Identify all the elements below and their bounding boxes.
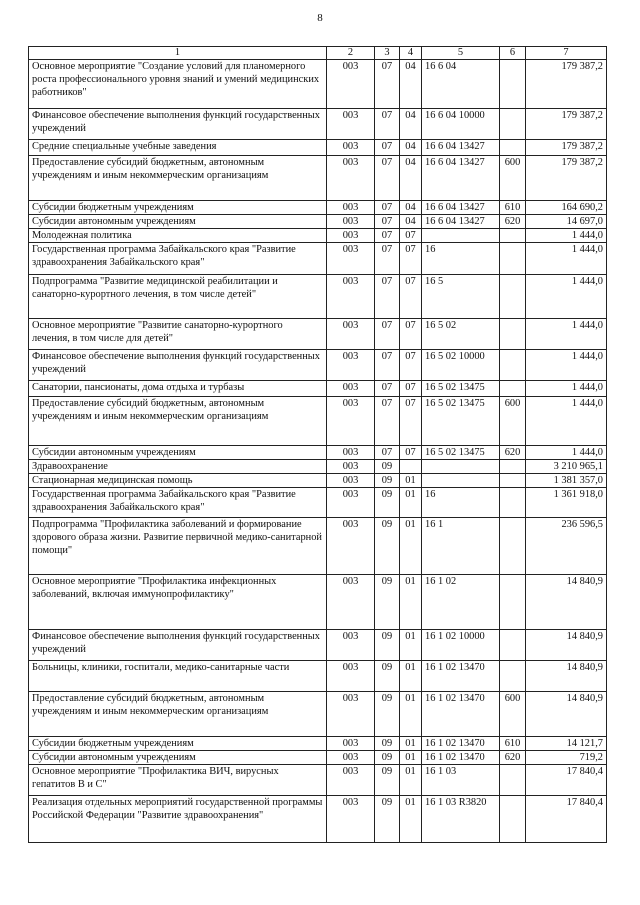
row-name-cell: Финансовое обеспечение выполнения функций государственных учреждений — [29, 350, 327, 381]
expense-type-cell — [500, 140, 526, 156]
amount-cell: 14 840,9 — [526, 575, 607, 630]
column-header: 3 — [375, 47, 400, 60]
column-header: 4 — [400, 47, 422, 60]
row-name-cell: Субсидии автономным учреждениям — [29, 446, 327, 460]
subsection-code-cell: 04 — [400, 140, 422, 156]
target-article-cell: 16 6 04 10000 — [422, 109, 500, 140]
row-name-cell: Основное мероприятие "Создание условий для планомерного роста профессионального уровня знаний и умений медицинских работников" — [29, 60, 327, 109]
column-header: 7 — [526, 47, 607, 60]
code-grbs-cell: 003 — [327, 737, 375, 751]
row-name-cell: Предоставление субсидий бюджетным, автономным учреждениям и иным некоммерческим организациям — [29, 692, 327, 737]
code-grbs-cell: 003 — [327, 381, 375, 397]
expense-type-cell — [500, 518, 526, 575]
table-row — [29, 575, 607, 630]
amount-cell: 14 840,9 — [526, 630, 607, 661]
table-row — [29, 229, 607, 243]
expense-type-cell: 620 — [500, 446, 526, 460]
section-code-cell: 09 — [375, 765, 400, 796]
code-grbs-cell: 003 — [327, 518, 375, 575]
table-row — [29, 319, 607, 350]
code-grbs-cell: 003 — [327, 156, 375, 201]
amount-cell: 1 444,0 — [526, 446, 607, 460]
subsection-code-cell: 01 — [400, 518, 422, 575]
row-name-cell: Молодежная политика — [29, 229, 327, 243]
column-header: 6 — [500, 47, 526, 60]
expense-type-cell: 600 — [500, 692, 526, 737]
table-row — [29, 350, 607, 381]
table-row — [29, 460, 607, 474]
target-article-cell: 16 6 04 13427 — [422, 215, 500, 229]
target-article-cell: 16 — [422, 488, 500, 518]
amount-cell: 14 697,0 — [526, 215, 607, 229]
table-row — [29, 796, 607, 843]
row-name-cell: Предоставление субсидий бюджетным, автономным учреждениям и иным некоммерческим организациям — [29, 156, 327, 201]
section-code-cell: 09 — [375, 692, 400, 737]
target-article-cell — [422, 460, 500, 474]
subsection-code-cell: 01 — [400, 692, 422, 737]
subsection-code-cell: 01 — [400, 488, 422, 518]
section-code-cell: 07 — [375, 215, 400, 229]
code-grbs-cell: 003 — [327, 243, 375, 275]
table-row — [29, 243, 607, 275]
row-name-cell: Реализация отдельных мероприятий государственной программы Российской Федерации "Развитие здравоохранения" — [29, 796, 327, 843]
table-row — [29, 692, 607, 737]
amount-cell: 1 444,0 — [526, 319, 607, 350]
section-code-cell: 07 — [375, 201, 400, 215]
row-name-cell: Больницы, клиники, госпитали, медико-санитарные части — [29, 661, 327, 692]
row-name-cell: Финансовое обеспечение выполнения функций государственных учреждений — [29, 630, 327, 661]
subsection-code-cell: 01 — [400, 737, 422, 751]
target-article-cell: 16 1 03 — [422, 765, 500, 796]
row-name-cell: Подпрограмма "Развитие медицинской реабилитации и санаторно-курортного лечения, в том числе детей" — [29, 275, 327, 319]
section-code-cell: 07 — [375, 350, 400, 381]
amount-cell: 14 840,9 — [526, 692, 607, 737]
subsection-code-cell: 01 — [400, 661, 422, 692]
target-article-cell: 16 6 04 — [422, 60, 500, 109]
subsection-code-cell: 07 — [400, 243, 422, 275]
page-number: 8 — [317, 12, 323, 24]
amount-cell: 1 444,0 — [526, 243, 607, 275]
table-row — [29, 446, 607, 460]
target-article-cell: 16 5 — [422, 275, 500, 319]
target-article-cell: 16 5 02 13475 — [422, 397, 500, 446]
target-article-cell: 16 6 04 13427 — [422, 201, 500, 215]
subsection-code-cell — [400, 460, 422, 474]
code-grbs-cell: 003 — [327, 446, 375, 460]
code-grbs-cell: 003 — [327, 765, 375, 796]
code-grbs-cell: 003 — [327, 201, 375, 215]
target-article-cell: 16 1 02 13470 — [422, 692, 500, 737]
row-name-cell: Стационарная медицинская помощь — [29, 474, 327, 488]
table-row — [29, 156, 607, 201]
table-row — [29, 630, 607, 661]
section-code-cell: 07 — [375, 319, 400, 350]
target-article-cell: 16 1 03 R3820 — [422, 796, 500, 843]
expense-type-cell: 610 — [500, 737, 526, 751]
section-code-cell: 07 — [375, 60, 400, 109]
section-code-cell: 07 — [375, 156, 400, 201]
row-name-cell: Государственная программа Забайкальского края "Развитие здравоохранения Забайкальского края" — [29, 243, 327, 275]
code-grbs-cell: 003 — [327, 350, 375, 381]
amount-cell: 179 387,2 — [526, 60, 607, 109]
table-row — [29, 215, 607, 229]
section-code-cell: 09 — [375, 630, 400, 661]
table-row — [29, 109, 607, 140]
code-grbs-cell: 003 — [327, 474, 375, 488]
subsection-code-cell: 07 — [400, 350, 422, 381]
amount-cell: 1 381 357,0 — [526, 474, 607, 488]
amount-cell: 1 361 918,0 — [526, 488, 607, 518]
section-code-cell: 07 — [375, 275, 400, 319]
row-name-cell: Субсидии автономным учреждениям — [29, 215, 327, 229]
expense-type-cell — [500, 350, 526, 381]
budget-table — [28, 46, 607, 843]
code-grbs-cell: 003 — [327, 661, 375, 692]
target-article-cell: 16 1 02 13470 — [422, 661, 500, 692]
expense-type-cell — [500, 488, 526, 518]
code-grbs-cell: 003 — [327, 140, 375, 156]
section-code-cell: 09 — [375, 796, 400, 843]
subsection-code-cell: 07 — [400, 319, 422, 350]
target-article-cell: 16 5 02 13475 — [422, 446, 500, 460]
subsection-code-cell: 07 — [400, 229, 422, 243]
expense-type-cell — [500, 109, 526, 140]
row-name-cell: Финансовое обеспечение выполнения функций государственных учреждений — [29, 109, 327, 140]
table-header-row — [29, 47, 607, 60]
subsection-code-cell: 04 — [400, 201, 422, 215]
table-row — [29, 140, 607, 156]
row-name-cell: Средние специальные учебные заведения — [29, 140, 327, 156]
expense-type-cell: 610 — [500, 201, 526, 215]
section-code-cell: 07 — [375, 446, 400, 460]
target-article-cell — [422, 474, 500, 488]
table-row — [29, 737, 607, 751]
target-article-cell: 16 5 02 10000 — [422, 350, 500, 381]
code-grbs-cell: 003 — [327, 751, 375, 765]
section-code-cell: 07 — [375, 140, 400, 156]
code-grbs-cell: 003 — [327, 796, 375, 843]
subsection-code-cell: 07 — [400, 446, 422, 460]
target-article-cell: 16 1 — [422, 518, 500, 575]
code-grbs-cell: 003 — [327, 109, 375, 140]
table-row — [29, 661, 607, 692]
section-code-cell: 09 — [375, 518, 400, 575]
subsection-code-cell: 01 — [400, 630, 422, 661]
code-grbs-cell: 003 — [327, 275, 375, 319]
subsection-code-cell: 04 — [400, 215, 422, 229]
amount-cell: 14 840,9 — [526, 661, 607, 692]
table-row — [29, 765, 607, 796]
code-grbs-cell: 003 — [327, 630, 375, 661]
code-grbs-cell: 003 — [327, 229, 375, 243]
expense-type-cell — [500, 796, 526, 843]
expense-type-cell: 600 — [500, 156, 526, 201]
row-name-cell: Здравоохранение — [29, 460, 327, 474]
column-header: 2 — [327, 47, 375, 60]
section-code-cell: 09 — [375, 460, 400, 474]
amount-cell: 17 840,4 — [526, 796, 607, 843]
amount-cell: 3 210 965,1 — [526, 460, 607, 474]
table-row — [29, 474, 607, 488]
table-row — [29, 751, 607, 765]
column-header: 5 — [422, 47, 500, 60]
row-name-cell: Субсидии бюджетным учреждениям — [29, 737, 327, 751]
subsection-code-cell: 01 — [400, 575, 422, 630]
subsection-code-cell: 01 — [400, 474, 422, 488]
expense-type-cell — [500, 460, 526, 474]
code-grbs-cell: 003 — [327, 460, 375, 474]
target-article-cell: 16 — [422, 243, 500, 275]
expense-type-cell — [500, 381, 526, 397]
row-name-cell: Государственная программа Забайкальского края "Развитие здравоохранения Забайкальского края" — [29, 488, 327, 518]
table-row — [29, 275, 607, 319]
amount-cell: 719,2 — [526, 751, 607, 765]
table-row — [29, 518, 607, 575]
amount-cell: 179 387,2 — [526, 140, 607, 156]
amount-cell: 17 840,4 — [526, 765, 607, 796]
target-article-cell: 16 6 04 13427 — [422, 140, 500, 156]
subsection-code-cell: 01 — [400, 751, 422, 765]
table-row — [29, 397, 607, 446]
expense-type-cell — [500, 474, 526, 488]
target-article-cell: 16 1 02 — [422, 575, 500, 630]
subsection-code-cell: 07 — [400, 381, 422, 397]
subsection-code-cell: 04 — [400, 60, 422, 109]
row-name-cell: Субсидии бюджетным учреждениям — [29, 201, 327, 215]
code-grbs-cell: 003 — [327, 60, 375, 109]
subsection-code-cell: 07 — [400, 275, 422, 319]
code-grbs-cell: 003 — [327, 488, 375, 518]
target-article-cell — [422, 229, 500, 243]
section-code-cell: 09 — [375, 474, 400, 488]
table-row — [29, 488, 607, 518]
amount-cell: 1 444,0 — [526, 229, 607, 243]
row-name-cell: Подпрограмма "Профилактика заболеваний и формирование здорового образа жизни. Развитие первичной медико-санитарной помощи" — [29, 518, 327, 575]
subsection-code-cell: 04 — [400, 156, 422, 201]
expense-type-cell — [500, 60, 526, 109]
row-name-cell: Санатории, пансионаты, дома отдыха и турбазы — [29, 381, 327, 397]
expense-type-cell — [500, 275, 526, 319]
code-grbs-cell: 003 — [327, 215, 375, 229]
code-grbs-cell: 003 — [327, 397, 375, 446]
expense-type-cell — [500, 229, 526, 243]
target-article-cell: 16 1 02 10000 — [422, 630, 500, 661]
row-name-cell: Основное мероприятие "Развитие санаторно-курортного лечения, в том числе для детей" — [29, 319, 327, 350]
section-code-cell: 07 — [375, 381, 400, 397]
subsection-code-cell: 01 — [400, 765, 422, 796]
row-name-cell: Основное мероприятие "Профилактика ВИЧ, вирусных гепатитов В и С" — [29, 765, 327, 796]
amount-cell: 236 596,5 — [526, 518, 607, 575]
amount-cell: 14 121,7 — [526, 737, 607, 751]
code-grbs-cell: 003 — [327, 319, 375, 350]
section-code-cell: 07 — [375, 109, 400, 140]
table-row — [29, 60, 607, 109]
section-code-cell: 07 — [375, 243, 400, 275]
amount-cell: 179 387,2 — [526, 156, 607, 201]
subsection-code-cell: 04 — [400, 109, 422, 140]
code-grbs-cell: 003 — [327, 692, 375, 737]
expense-type-cell — [500, 765, 526, 796]
expense-type-cell — [500, 243, 526, 275]
section-code-cell: 09 — [375, 751, 400, 765]
section-code-cell: 09 — [375, 488, 400, 518]
row-name-cell: Предоставление субсидий бюджетным, автономным учреждениям и иным некоммерческим организациям — [29, 397, 327, 446]
amount-cell: 164 690,2 — [526, 201, 607, 215]
section-code-cell: 07 — [375, 397, 400, 446]
expense-type-cell: 620 — [500, 751, 526, 765]
expense-type-cell — [500, 575, 526, 630]
target-article-cell: 16 1 02 13470 — [422, 737, 500, 751]
target-article-cell: 16 1 02 13470 — [422, 751, 500, 765]
section-code-cell: 09 — [375, 737, 400, 751]
column-header: 1 — [29, 47, 327, 60]
expense-type-cell: 620 — [500, 215, 526, 229]
row-name-cell: Основное мероприятие "Профилактика инфекционных заболеваний, включая иммунопрофилактику" — [29, 575, 327, 630]
subsection-code-cell: 01 — [400, 796, 422, 843]
expense-type-cell — [500, 319, 526, 350]
expense-type-cell — [500, 630, 526, 661]
subsection-code-cell: 07 — [400, 397, 422, 446]
expense-type-cell: 600 — [500, 397, 526, 446]
target-article-cell: 16 5 02 13475 — [422, 381, 500, 397]
target-article-cell: 16 5 02 — [422, 319, 500, 350]
section-code-cell: 09 — [375, 575, 400, 630]
row-name-cell: Субсидии автономным учреждениям — [29, 751, 327, 765]
amount-cell: 1 444,0 — [526, 381, 607, 397]
amount-cell: 1 444,0 — [526, 397, 607, 446]
section-code-cell: 09 — [375, 661, 400, 692]
table-row — [29, 381, 607, 397]
expense-type-cell — [500, 661, 526, 692]
section-code-cell: 07 — [375, 229, 400, 243]
code-grbs-cell: 003 — [327, 575, 375, 630]
target-article-cell: 16 6 04 13427 — [422, 156, 500, 201]
table-row — [29, 201, 607, 215]
amount-cell: 179 387,2 — [526, 109, 607, 140]
amount-cell: 1 444,0 — [526, 275, 607, 319]
amount-cell: 1 444,0 — [526, 350, 607, 381]
